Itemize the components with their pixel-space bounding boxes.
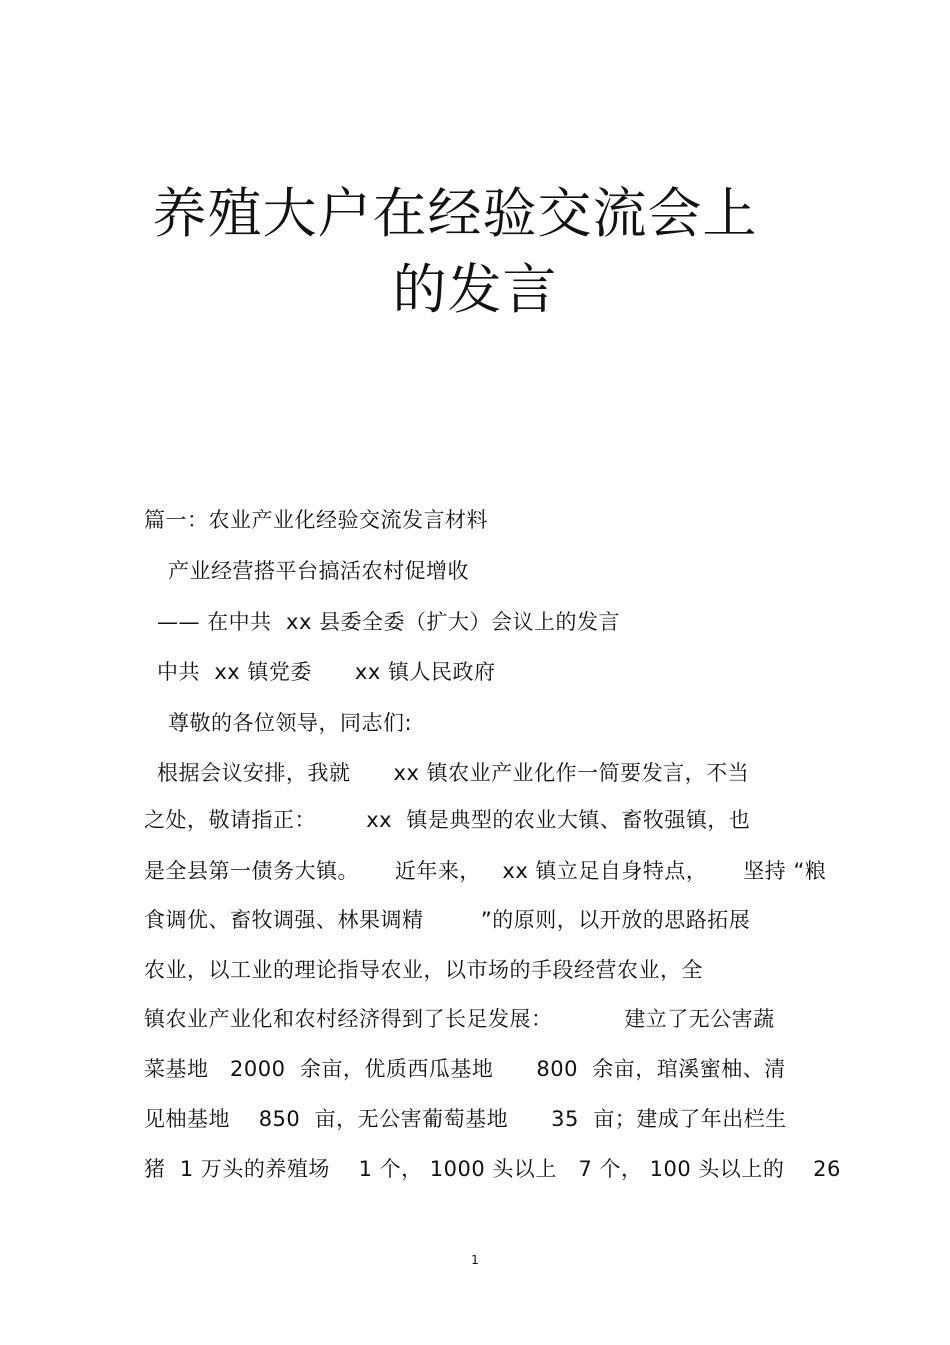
document-title-line-1: 养殖大户在经验交流会上: [152, 182, 758, 245]
document-title-line-2: 的发言: [392, 258, 558, 321]
subtitle-occasion: —— 在中共 xx 县委全委（扩大）会议上的发言: [157, 610, 621, 634]
page-number: 1: [471, 1253, 479, 1267]
subtitle: 产业经营搭平台搞活农村促增收: [168, 559, 469, 583]
body-line: 是全县第一债务大镇。 近年来， xx 镇立足自身特点， 坚持 “粮: [144, 859, 827, 883]
body-line: 菜基地 2000 余亩，优质西瓜基地 800 余亩，琯溪蜜柚、清: [144, 1057, 786, 1081]
body-line: 镇农业产业化和农村经济得到了长足发展： 建立了无公害蔬: [144, 1007, 775, 1031]
section-heading: 篇一：农业产业化经验交流发言材料: [144, 508, 488, 532]
salutation: 尊敬的各位领导，同志们:: [168, 711, 413, 735]
speaker-organization: 中共 xx 镇党委 xx 镇人民政府: [157, 660, 496, 684]
body-line: 根据会议安排，我就 xx 镇农业产业化作一简要发言，不当: [157, 761, 750, 785]
body-line: 之处，敬请指正： xx 镇是典型的农业大镇、畜牧强镇，也: [144, 808, 751, 832]
body-line: 猪 1 万头的养殖场 1 个， 1000 头以上 7 个， 100 头以上的 26: [144, 1157, 841, 1181]
body-line: 农业，以工业的理论指导农业，以市场的手段经营农业，全: [144, 958, 703, 982]
body-line: 食调优、畜牧调强、林果调精 ”的原则，以开放的思路拓展: [144, 908, 751, 932]
body-line: 见柚基地 850 亩，无公害葡萄基地 35 亩；建成了年出栏生: [144, 1107, 787, 1131]
